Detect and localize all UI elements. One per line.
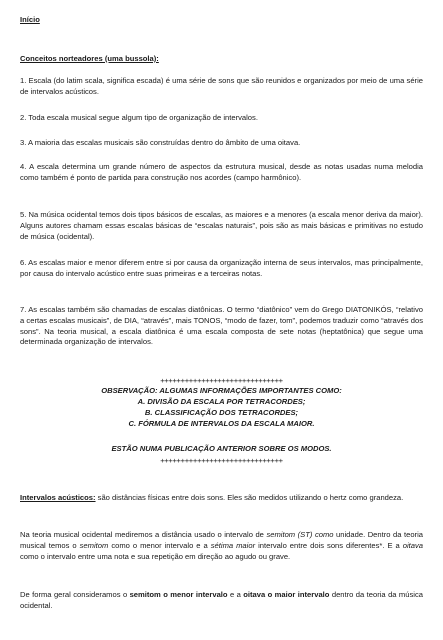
section-title: Conceitos norteadores (uma bussola): bbox=[20, 54, 159, 63]
semitone-text-3: como o menor intervalo e a bbox=[108, 540, 211, 550]
semitone-text-2: unidade. Dentro da teoria musical temos o bbox=[20, 530, 423, 550]
page-title: Início bbox=[20, 15, 40, 24]
conclusion-text-2: e a bbox=[227, 590, 244, 599]
semitone-term-2: semitom bbox=[79, 540, 109, 550]
semitone-text-4: intervalo entre dois sons diferentes*. E a bbox=[255, 540, 403, 550]
semitone-text-1: Na teoria musical ocidental mediremos a distância usado o intervalo de bbox=[20, 530, 267, 539]
observation-line-b: B. CLASSIFICAÇÃO DOS TETRACORDES; bbox=[144, 408, 299, 417]
concept-item-7: 7. As escalas também são chamadas de escalas diatônicas. O termo “diatônico” vem do Grego DIATONIKÓS, “relativo a certas escalas musicais”, de DIA, “através”, mais TONOS, “modo de fazer, tom”, podemos traduzir como “através dos sons”. Na teoria musical, a escala diatônica é uma escala composta de sete notas (heptatônica) que segue uma determinada organização de intervalos. bbox=[20, 305, 423, 347]
conclusion-paragraph bbox=[20, 590, 423, 612]
concept-item-2: 2. Toda escala musical segue algum tipo de organização de intervalos. bbox=[20, 113, 258, 122]
separator-bottom: ++++++++++++++++++++++++++++++ bbox=[160, 456, 283, 465]
conclusion-text-1: De forma geral consideramos o bbox=[20, 590, 130, 599]
concept-item-5: 5. Na música ocidental temos dois tipos básicos de escalas, as maiores e a menores (a escala menor deriva da maior). Alguns autores chamam essas escalas básicas de “escalas naturais”, pois são as mais básicas e primitivas no estudo de música (ocidental). bbox=[20, 210, 423, 241]
intervals-term: Intervalos acústicos: bbox=[20, 493, 96, 502]
major-seventh-term: sétima maior bbox=[210, 540, 256, 550]
concept-item-4: 4. A escala determina um grande número de aspectos da estrutura musical, desde as notas usadas numa melodia como também é ponto de partida para construção nos acordes (campo harmônico). bbox=[20, 162, 423, 182]
observation-line-a: A. DIVISÃO DA ESCALA POR TETRACORDES; bbox=[137, 397, 306, 406]
observation-note: ESTÃO NUMA PUBLICAÇÃO ANTERIOR SOBRE OS MODOS. bbox=[111, 444, 332, 453]
conclusion-bold-2: oitava o maior intervalo bbox=[243, 590, 330, 599]
intervals-definition-text: são distâncias físicas entre dois sons. Eles são medidos utilizando o hertz como grandeza. bbox=[95, 493, 404, 502]
observation-heading: OBSERVAÇÃO: ALGUMAS INFORMAÇÕES IMPORTANTES COMO: bbox=[101, 386, 342, 395]
octave-term: oitava bbox=[402, 540, 423, 550]
semitone-term: semitom (ST) como bbox=[266, 530, 334, 539]
concept-item-6: 6. As escalas maior e menor diferem entre si por causa da organização interna de seus intervalos, mas principalmente, por causa do intervalo acústico entre suas primeiras e a terceiras notas. bbox=[20, 258, 423, 278]
concept-item-1: 1. Escala (do latim scala, significa escada) é uma série de sons que são reunidos e organizados por meio de uma série de intervalos acústicos. bbox=[20, 76, 423, 96]
separator-top: ++++++++++++++++++++++++++++++ bbox=[160, 376, 283, 385]
observation-line-c: C. FÓRMULA DE INTERVALOS DA ESCALA MAIOR. bbox=[128, 419, 315, 428]
concept-item-3: 3. A maioria das escalas musicais são construídas dentro do âmbito de uma oitava. bbox=[20, 138, 301, 147]
semitone-text-5: como o intervalo entre uma nota e sua repetição em direção ao agudo ou grave. bbox=[20, 551, 291, 561]
intervals-definition bbox=[20, 493, 423, 504]
conclusion-bold-1: semitom o menor intervalo bbox=[129, 590, 228, 599]
conclusion-text-3: dentro da teoria da música ocidental. bbox=[20, 590, 423, 610]
semitone-paragraph bbox=[20, 530, 423, 562]
